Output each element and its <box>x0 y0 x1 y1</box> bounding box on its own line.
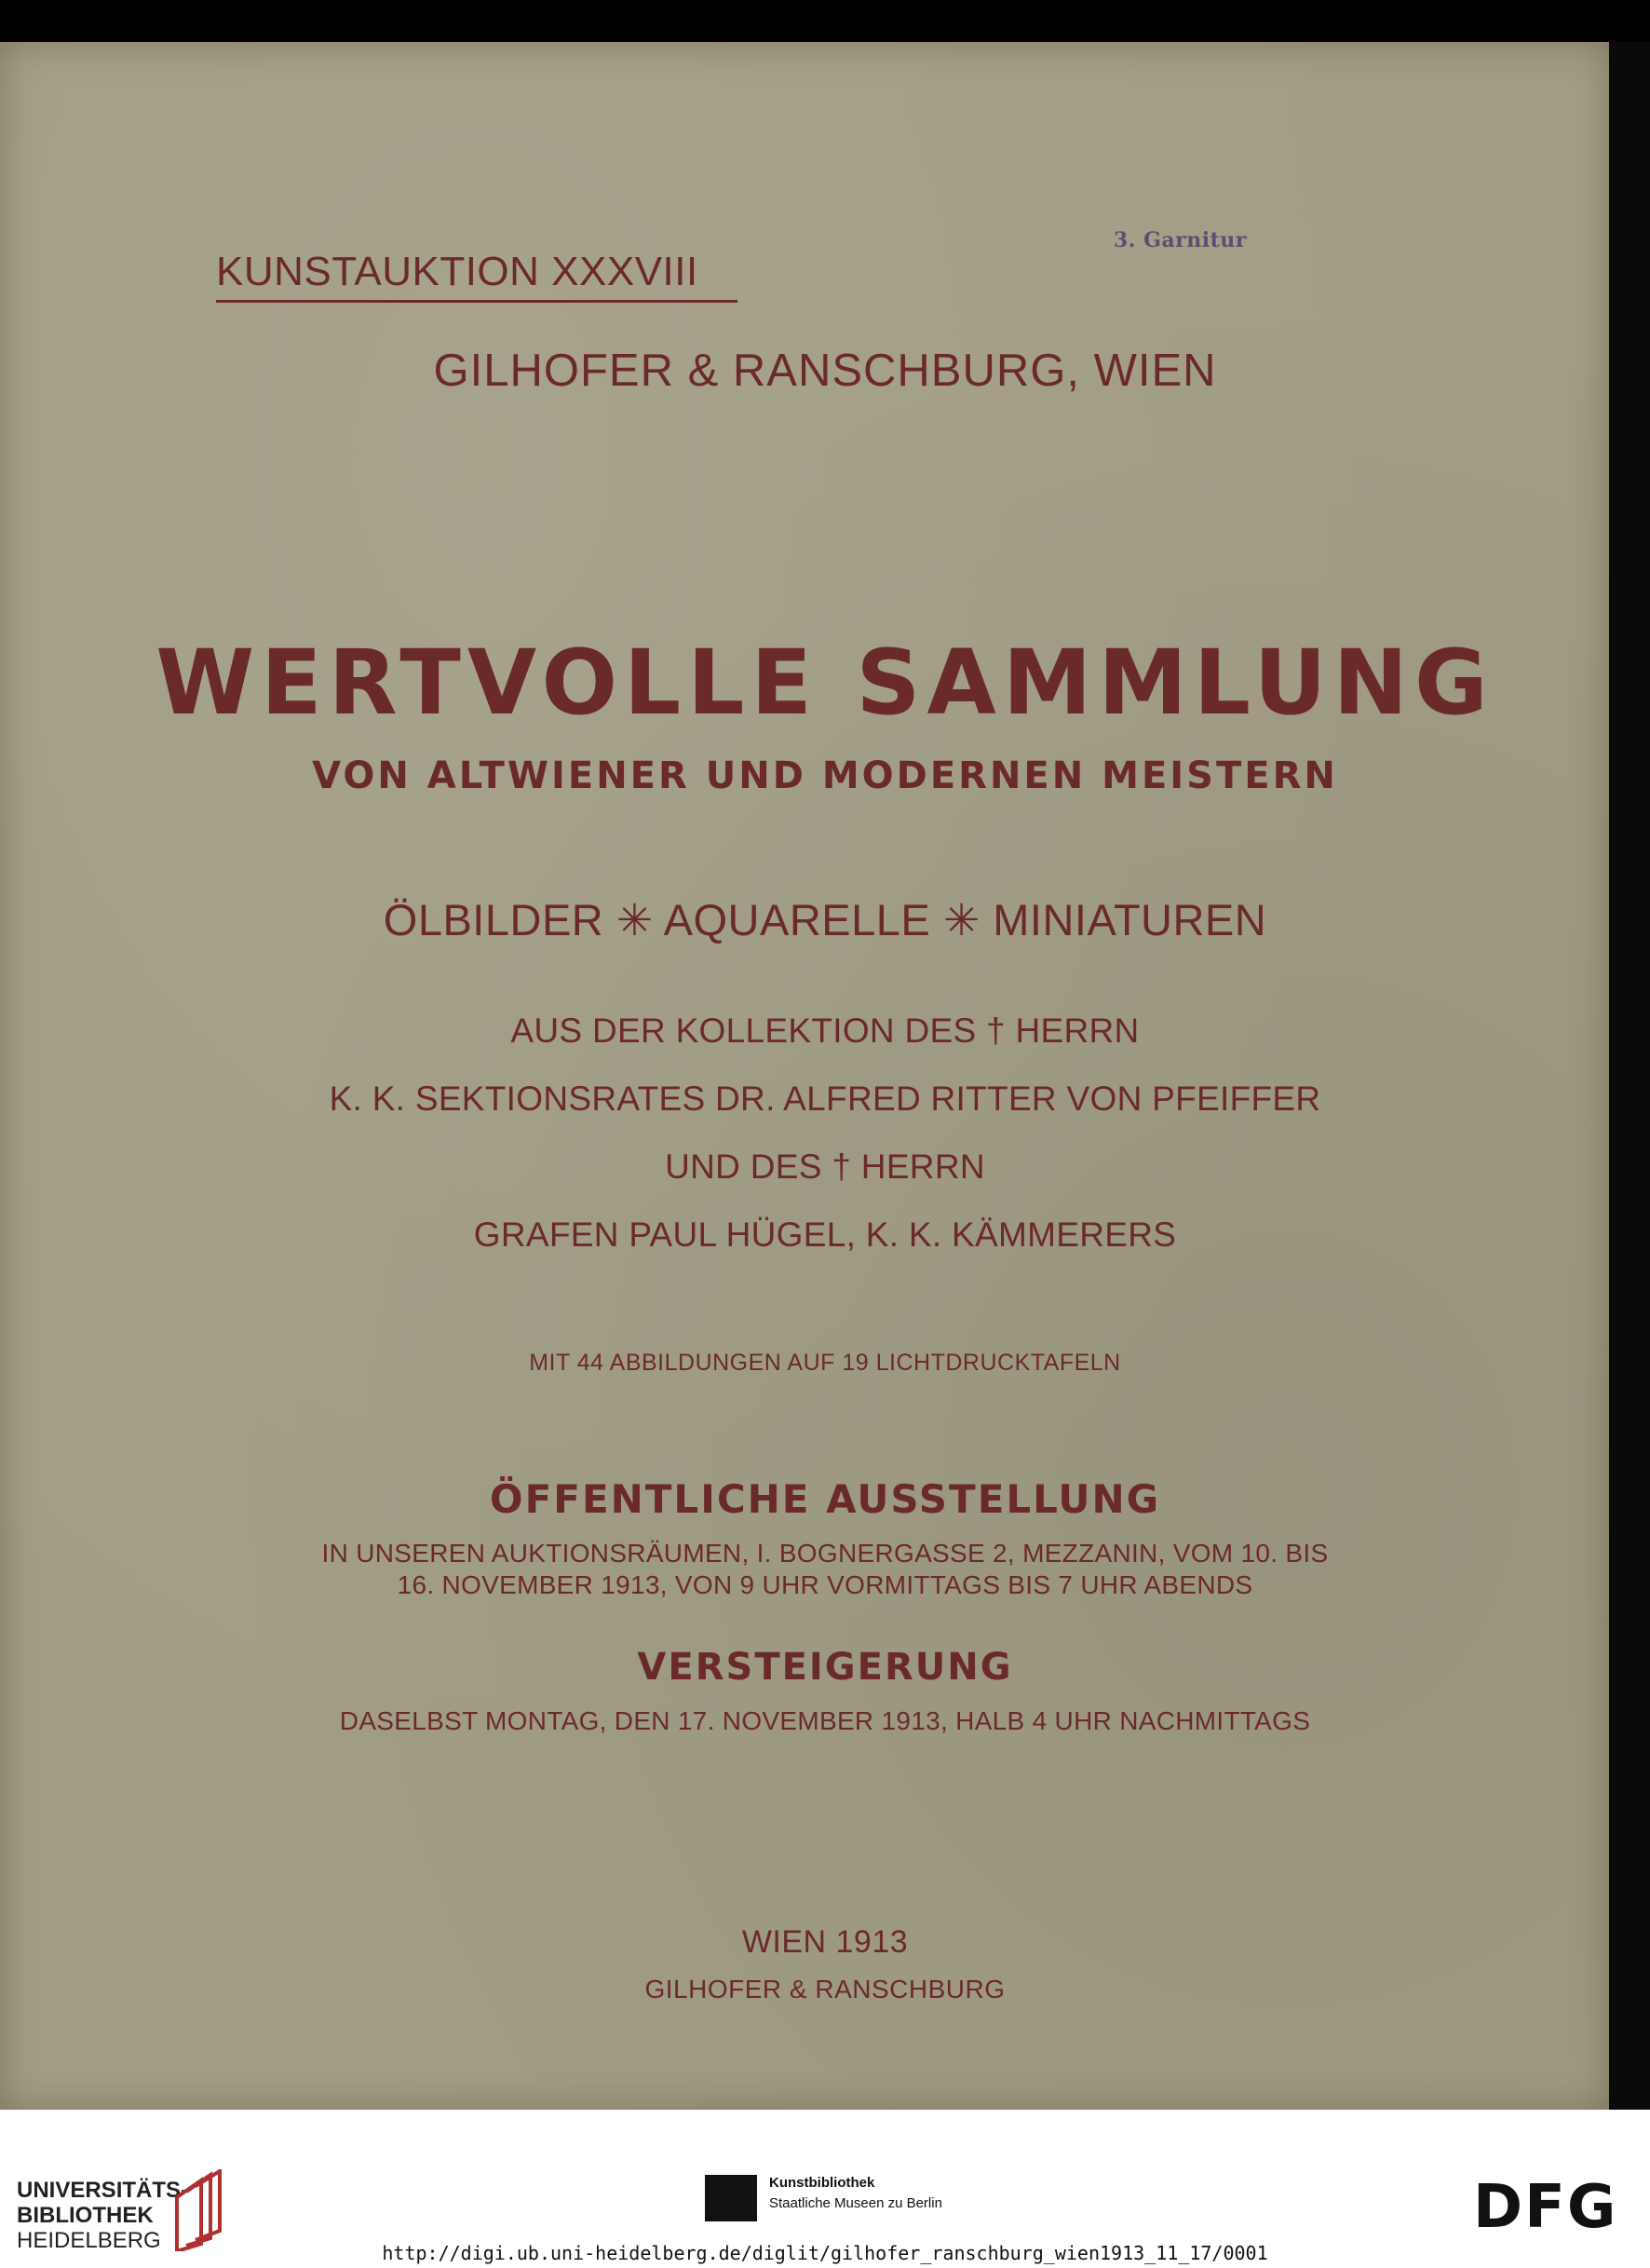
auction-text: DASELBST MONTAG, DEN 17. NOVEMBER 1913, HALB 4 UHR NACHMITTAGS <box>339 1706 1311 1735</box>
exhibition-text: IN UNSEREN AUKTIONSRÄUMEN, I. BOGNERGASSE 2, MEZZANIN, VOM 10. BIS <box>321 1539 1329 1568</box>
place-year: WIEN 1913 <box>741 1924 909 1960</box>
exhibition-heading: ÖFFENTLICHE AUSSTELLUNG <box>489 1476 1161 1522</box>
exhibition-text: 16. NOVEMBER 1913, VON 9 UHR VORMITTAGS BIS 7 UHR ABENDS <box>397 1570 1253 1599</box>
dfg-logo[interactable]: DFG <box>1473 2173 1618 2242</box>
collection-line: GRAFEN PAUL HÜGEL, K. K. KÄMMERERS <box>473 1215 1177 1254</box>
logo-text: UNIVERSITÄTS- <box>17 2178 189 2203</box>
collection-line: UND DES † HERRN <box>665 1148 985 1186</box>
collection-line: AUS DER KOLLEKTION DES † HERRN <box>510 1012 1140 1050</box>
book-mark-icon <box>169 2169 227 2251</box>
logo-text: BIBLIOTHEK <box>17 2203 154 2228</box>
publisher: GILHOFER & RANSCHBURG <box>644 1975 1006 2003</box>
logo-text: Kunstbibliothek <box>769 2175 875 2191</box>
logo-text: HEIDELBERG <box>17 2228 161 2253</box>
cover-title: WERTVOLLE SAMMLUNG <box>156 631 1494 735</box>
library-stamp: 3. Garnitur <box>1114 228 1247 252</box>
series-underline <box>216 300 737 303</box>
collection-line: K. K. SEKTIONSRATES DR. ALFRED RITTER VON PFEIFFER <box>329 1080 1321 1118</box>
media-types: ÖLBILDER ✳ AQUARELLE ✳ MINIATUREN <box>383 895 1267 944</box>
source-url[interactable]: http://digi.ub.uni-heidelberg.de/diglit/gilhofer_ranschburg_wien1913_11_17/0001 <box>382 2242 1268 2264</box>
illustrations-note: MIT 44 ABBILDUNGEN AUF 19 LICHTDRUCKTAFELN <box>529 1350 1121 1376</box>
logo-text: Staatliche Museen zu Berlin <box>769 2195 942 2211</box>
viewer-footer <box>0 2110 1650 2268</box>
auction-series: KUNSTAUKTION XXXVIII <box>216 249 698 294</box>
cover-subtitle: VON ALTWIENER UND MODERNEN MEISTERN <box>312 754 1338 797</box>
kunstbibliothek-icon <box>705 2175 757 2221</box>
auction-house: GILHOFER & RANSCHBURG, WIEN <box>433 346 1217 396</box>
auction-heading: VERSTEIGERUNG <box>637 1646 1013 1689</box>
kunstbibliothek-logo[interactable] <box>769 2173 942 2214</box>
